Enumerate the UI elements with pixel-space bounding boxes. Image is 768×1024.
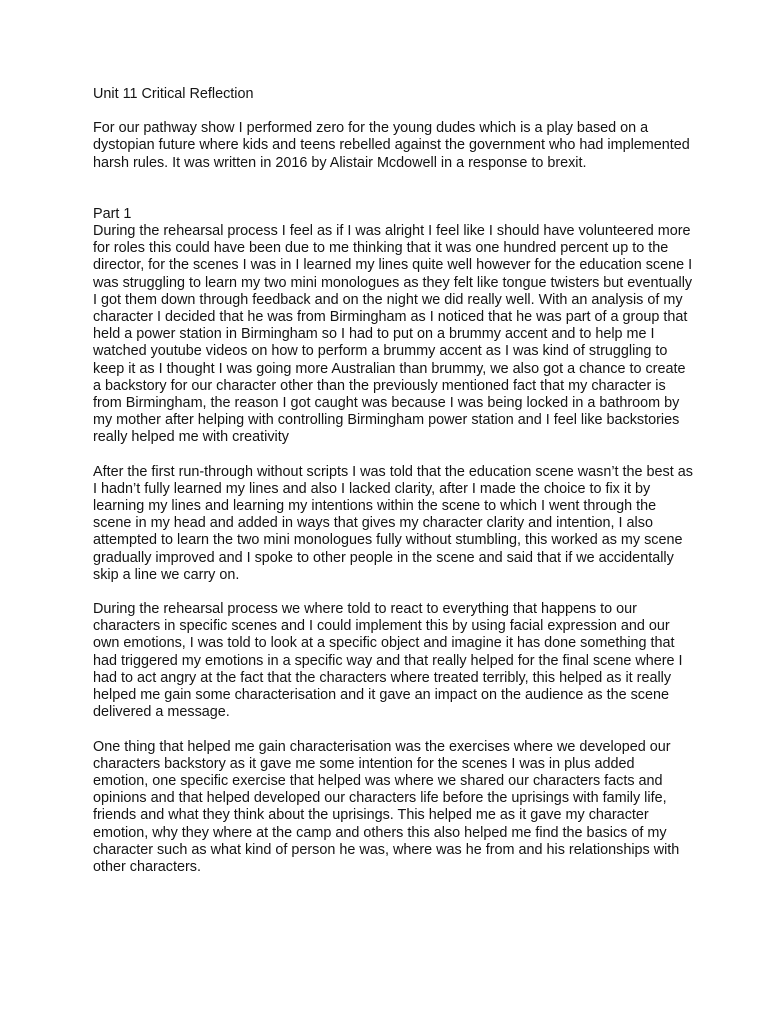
document-body	[93, 86, 693, 893]
intro-paragraph: For our pathway show I performed zero for the young dudes which is a play based on a dystopian future where kids and teens rebelled against the government who had implemented harsh rules. It was written in 2016 by Alistair Mcdowell in a response to brexit.	[93, 120, 690, 171]
body-paragraph-3: During the rehearsal process we where told to react to everything that happens to our characters in specific scenes and I could implement this by using facial expression and our own emotions, I was told to look at a specific object and imagine it has done something that had triggered my emotions in a specific way and that really helped for the final scene where I had to act angry at the fact that the characters where treated terribly, this helped as it really helped me gain some characterisation and it gave an impact on the audience as the scene delivered a message.	[93, 601, 683, 721]
body-paragraph-1: During the rehearsal process I feel as if I was alright I feel like I should have volunteered more for roles this could have been due to me thinking that it was one hundred percent up to the director, for the scenes I was in I learned my lines quite well however for the education scene I was struggling to learn my two mini monologues as they felt like tongue twisters but eventually I got them down through feedback and on the night we did really well. With an analysis of my character I decided that he was from Birmingham as I noticed that he was part of a group that held a power station in Birmingham so I had to put on a brummy accent and to help me I watched youtube videos on how to perform a brummy accent as I was kind of struggling to keep it as I thought I was going more Australian than brummy, we also got a chance to create a backstory for our character other than the previously mentioned fact that my character is from Birmingham, the reason I got caught was because I was being locked in a bathroom by my mother after helping with controlling Birmingham power station and I feel like backstories really helped me with creativity	[93, 223, 693, 446]
document-title: Unit 11 Critical Reflection	[93, 86, 254, 102]
section-heading: Part 1	[93, 205, 132, 222]
body-paragraph-4: One thing that helped me gain characterisation was the exercises where we developed our characters backstory as it gave me some intention for the scenes I was in plus added emotion, one specific exercise that helped was where we shared our characters facts and opinions and that helped developed our characters life before the uprisings with family life, friends and what they think about the uprisings. This helped me as it gave my character emotion, why they where at the camp and others this also helped me find the basics of my character such as what kind of person he was, where was he from and his relationships with other characters.	[93, 738, 680, 875]
body-paragraph-2: After the first run-through without scripts I was told that the education scene wasn’t the best as I hadn’t fully learned my lines and also I lacked clarity, after I made the choice to fix it by learning my lines and learning my intentions within the scene to which I went through the scene in my head and added in ways that gives my character clarity and intention, I also attempted to learn the two mini monologues fully without stumbling, this worked as my scene gradually improved and I spoke to other people in the scene and said that if we accidentally skip a line we carry on.	[93, 463, 693, 583]
